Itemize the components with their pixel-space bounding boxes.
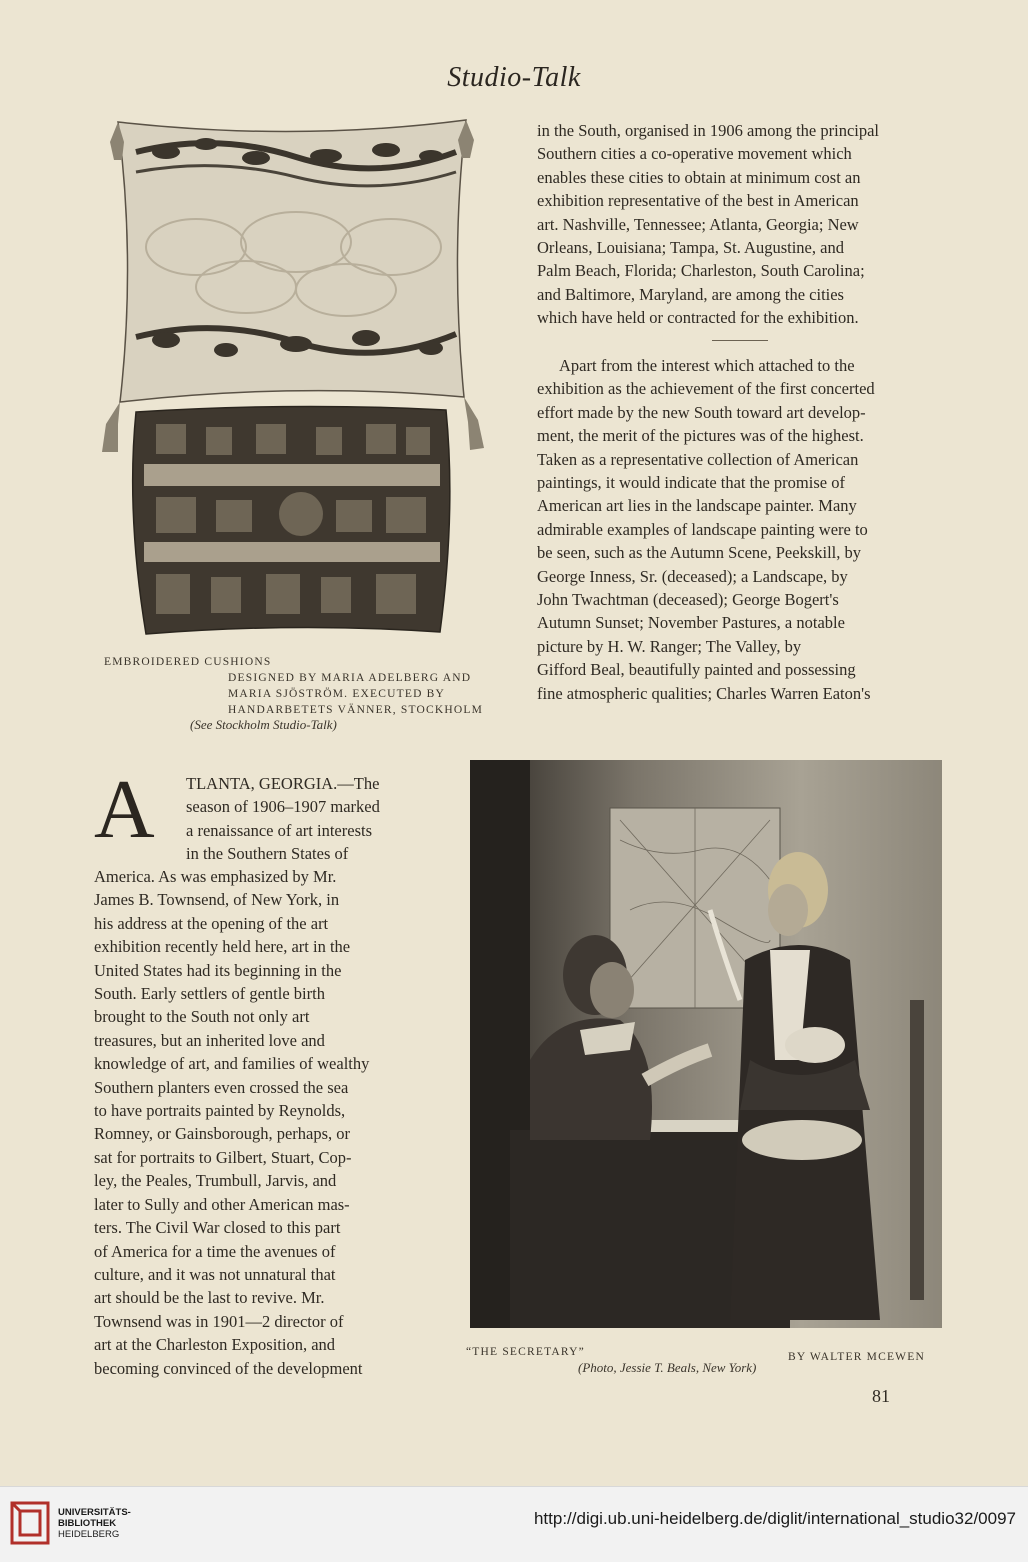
library-logo-icon	[10, 1501, 50, 1545]
text-line: TLANTA, GEORGIA.—The	[186, 774, 380, 793]
library-name-line1: UNIVERSITÄTS-	[58, 1507, 131, 1518]
text-line: American art lies in the landscape painter. Many	[537, 496, 857, 516]
cushion-caption-line3: MARIA SJÖSTRÖM. EXECUTED BY	[228, 688, 446, 700]
text-line: a renaissance of art interests	[186, 820, 372, 840]
text-line: South. Early settlers of gentle birth	[94, 984, 325, 1004]
cushion-caption-line4: HANDARBETETS VÄNNER, STOCKHOLM	[228, 704, 484, 716]
text-line: Southern planters even crossed the sea	[94, 1077, 349, 1097]
text-line: knowledge of art, and families of wealthy	[94, 1054, 370, 1074]
text-line: ley, the Peales, Trumbull, Jarvis, and	[94, 1171, 337, 1191]
text-line: Apart from the interest which attached to the	[559, 356, 855, 375]
text-line: later to Sully and other American mas-	[94, 1194, 350, 1214]
cushion-caption-note: (See Stockholm Studio-Talk)	[190, 717, 337, 732]
text-line: art should be the last to revive. Mr.	[94, 1288, 325, 1308]
text-line: enables these cities to obtain at minimum cost an	[537, 167, 861, 187]
text-line: fine atmospheric qualities; Charles Warren Eaton's	[537, 683, 871, 703]
source-url[interactable]: http://digi.ub.uni-heidelberg.de/diglit/international_studio32/0097	[533, 1509, 1016, 1528]
text-line: Orleans, Louisiana; Tampa, St. Augustine, and	[537, 238, 844, 258]
library-name	[58, 1507, 131, 1540]
running-head: Studio-Talk	[447, 62, 581, 93]
library-name-line3: HEIDELBERG	[58, 1529, 120, 1540]
text-line: which have held or contracted for the exhibition.	[537, 308, 859, 328]
text-line: art. Nashville, Tennessee; Atlanta, Georgia; New	[537, 214, 859, 234]
text-line: paintings, it would indicate that the promise of	[537, 473, 845, 493]
text-line: Palm Beach, Florida; Charleston, South Carolina;	[537, 261, 865, 281]
footer-bar	[0, 1486, 1028, 1562]
text-line: Southern cities a co-operative movement which	[537, 144, 852, 164]
section-divider	[712, 340, 768, 341]
text-line: to have portraits painted by Reynolds,	[94, 1101, 346, 1121]
text-line: exhibition as the achievement of the first concerted	[537, 379, 875, 399]
text-line: be seen, such as the Autumn Scene, Peekskill, by	[537, 543, 861, 563]
text-line: exhibition representative of the best in American	[537, 191, 859, 211]
text-line: effort made by the new South toward art develop-	[537, 402, 866, 422]
text-line: admirable examples of landscape painting were to	[537, 519, 868, 539]
text-line: art at the Charleston Exposition, and	[94, 1335, 336, 1355]
text-line: Taken as a representative collection of American	[537, 449, 859, 469]
painting-the-secretary	[470, 760, 942, 1328]
text-line: culture, and it was not unnatural that	[94, 1264, 336, 1284]
text-line: of America for a time the avenues of	[94, 1241, 336, 1261]
text-line: George Inness, Sr. (deceased); a Landscape, by	[537, 566, 848, 586]
text-line: brought to the South not only art	[94, 1007, 310, 1027]
text-line: ters. The Civil War closed to this part	[94, 1218, 341, 1238]
cushion-caption-line2: DESIGNED BY MARIA ADELBERG AND	[228, 672, 472, 684]
library-name-line2: BIBLIOTHEK	[58, 1518, 117, 1529]
text-line: his address at the opening of the art	[94, 913, 329, 933]
text-line: sat for portraits to Gilbert, Stuart, Cop-	[94, 1147, 352, 1167]
cushion-caption-line1: EMBROIDERED CUSHIONS	[104, 656, 272, 668]
text-line: America. As was emphasized by Mr.	[94, 867, 337, 886]
text-line: Autumn Sunset; November Pastures, a notable	[537, 613, 845, 633]
text-line: Townsend was in 1901—2 director of	[94, 1311, 344, 1331]
right-column-top	[537, 119, 947, 330]
text-line: treasures, but an inherited love and	[94, 1030, 325, 1050]
photo-caption-credit: (Photo, Jessie T. Beals, New York)	[578, 1360, 757, 1375]
right-column-second	[537, 354, 947, 705]
text-line: in the South, organised in 1906 among the principal	[537, 121, 880, 140]
text-line: season of 1906–1907 marked	[186, 797, 380, 817]
left-column-body	[94, 865, 417, 1380]
cushions-illustration	[96, 112, 494, 652]
text-line: and Baltimore, Maryland, are among the cities	[537, 284, 844, 304]
text-line: John Twachtman (deceased); George Bogert's	[537, 590, 839, 610]
left-column-lead	[186, 772, 417, 866]
text-line: United States had its beginning in the	[94, 960, 342, 980]
photo-caption-title: “THE SECRETARY”	[466, 1346, 585, 1358]
photo-caption-artist: BY WALTER MCEWEN	[788, 1351, 925, 1363]
drop-cap: A	[94, 763, 155, 856]
text-line: becoming convinced of the development	[94, 1358, 363, 1378]
text-line: Gifford Beal, beautifully painted and possessing	[537, 660, 856, 680]
text-line: exhibition recently held here, art in the	[94, 937, 351, 957]
text-line: picture by H. W. Ranger; The Valley, by	[537, 636, 802, 656]
page-number: 81	[872, 1386, 890, 1406]
text-line: in the Southern States of	[186, 844, 349, 864]
text-line: ment, the merit of the pictures was of the highest.	[537, 426, 864, 446]
text-line: James B. Townsend, of New York, in	[94, 890, 340, 910]
text-line: Romney, or Gainsborough, perhaps, or	[94, 1124, 351, 1144]
